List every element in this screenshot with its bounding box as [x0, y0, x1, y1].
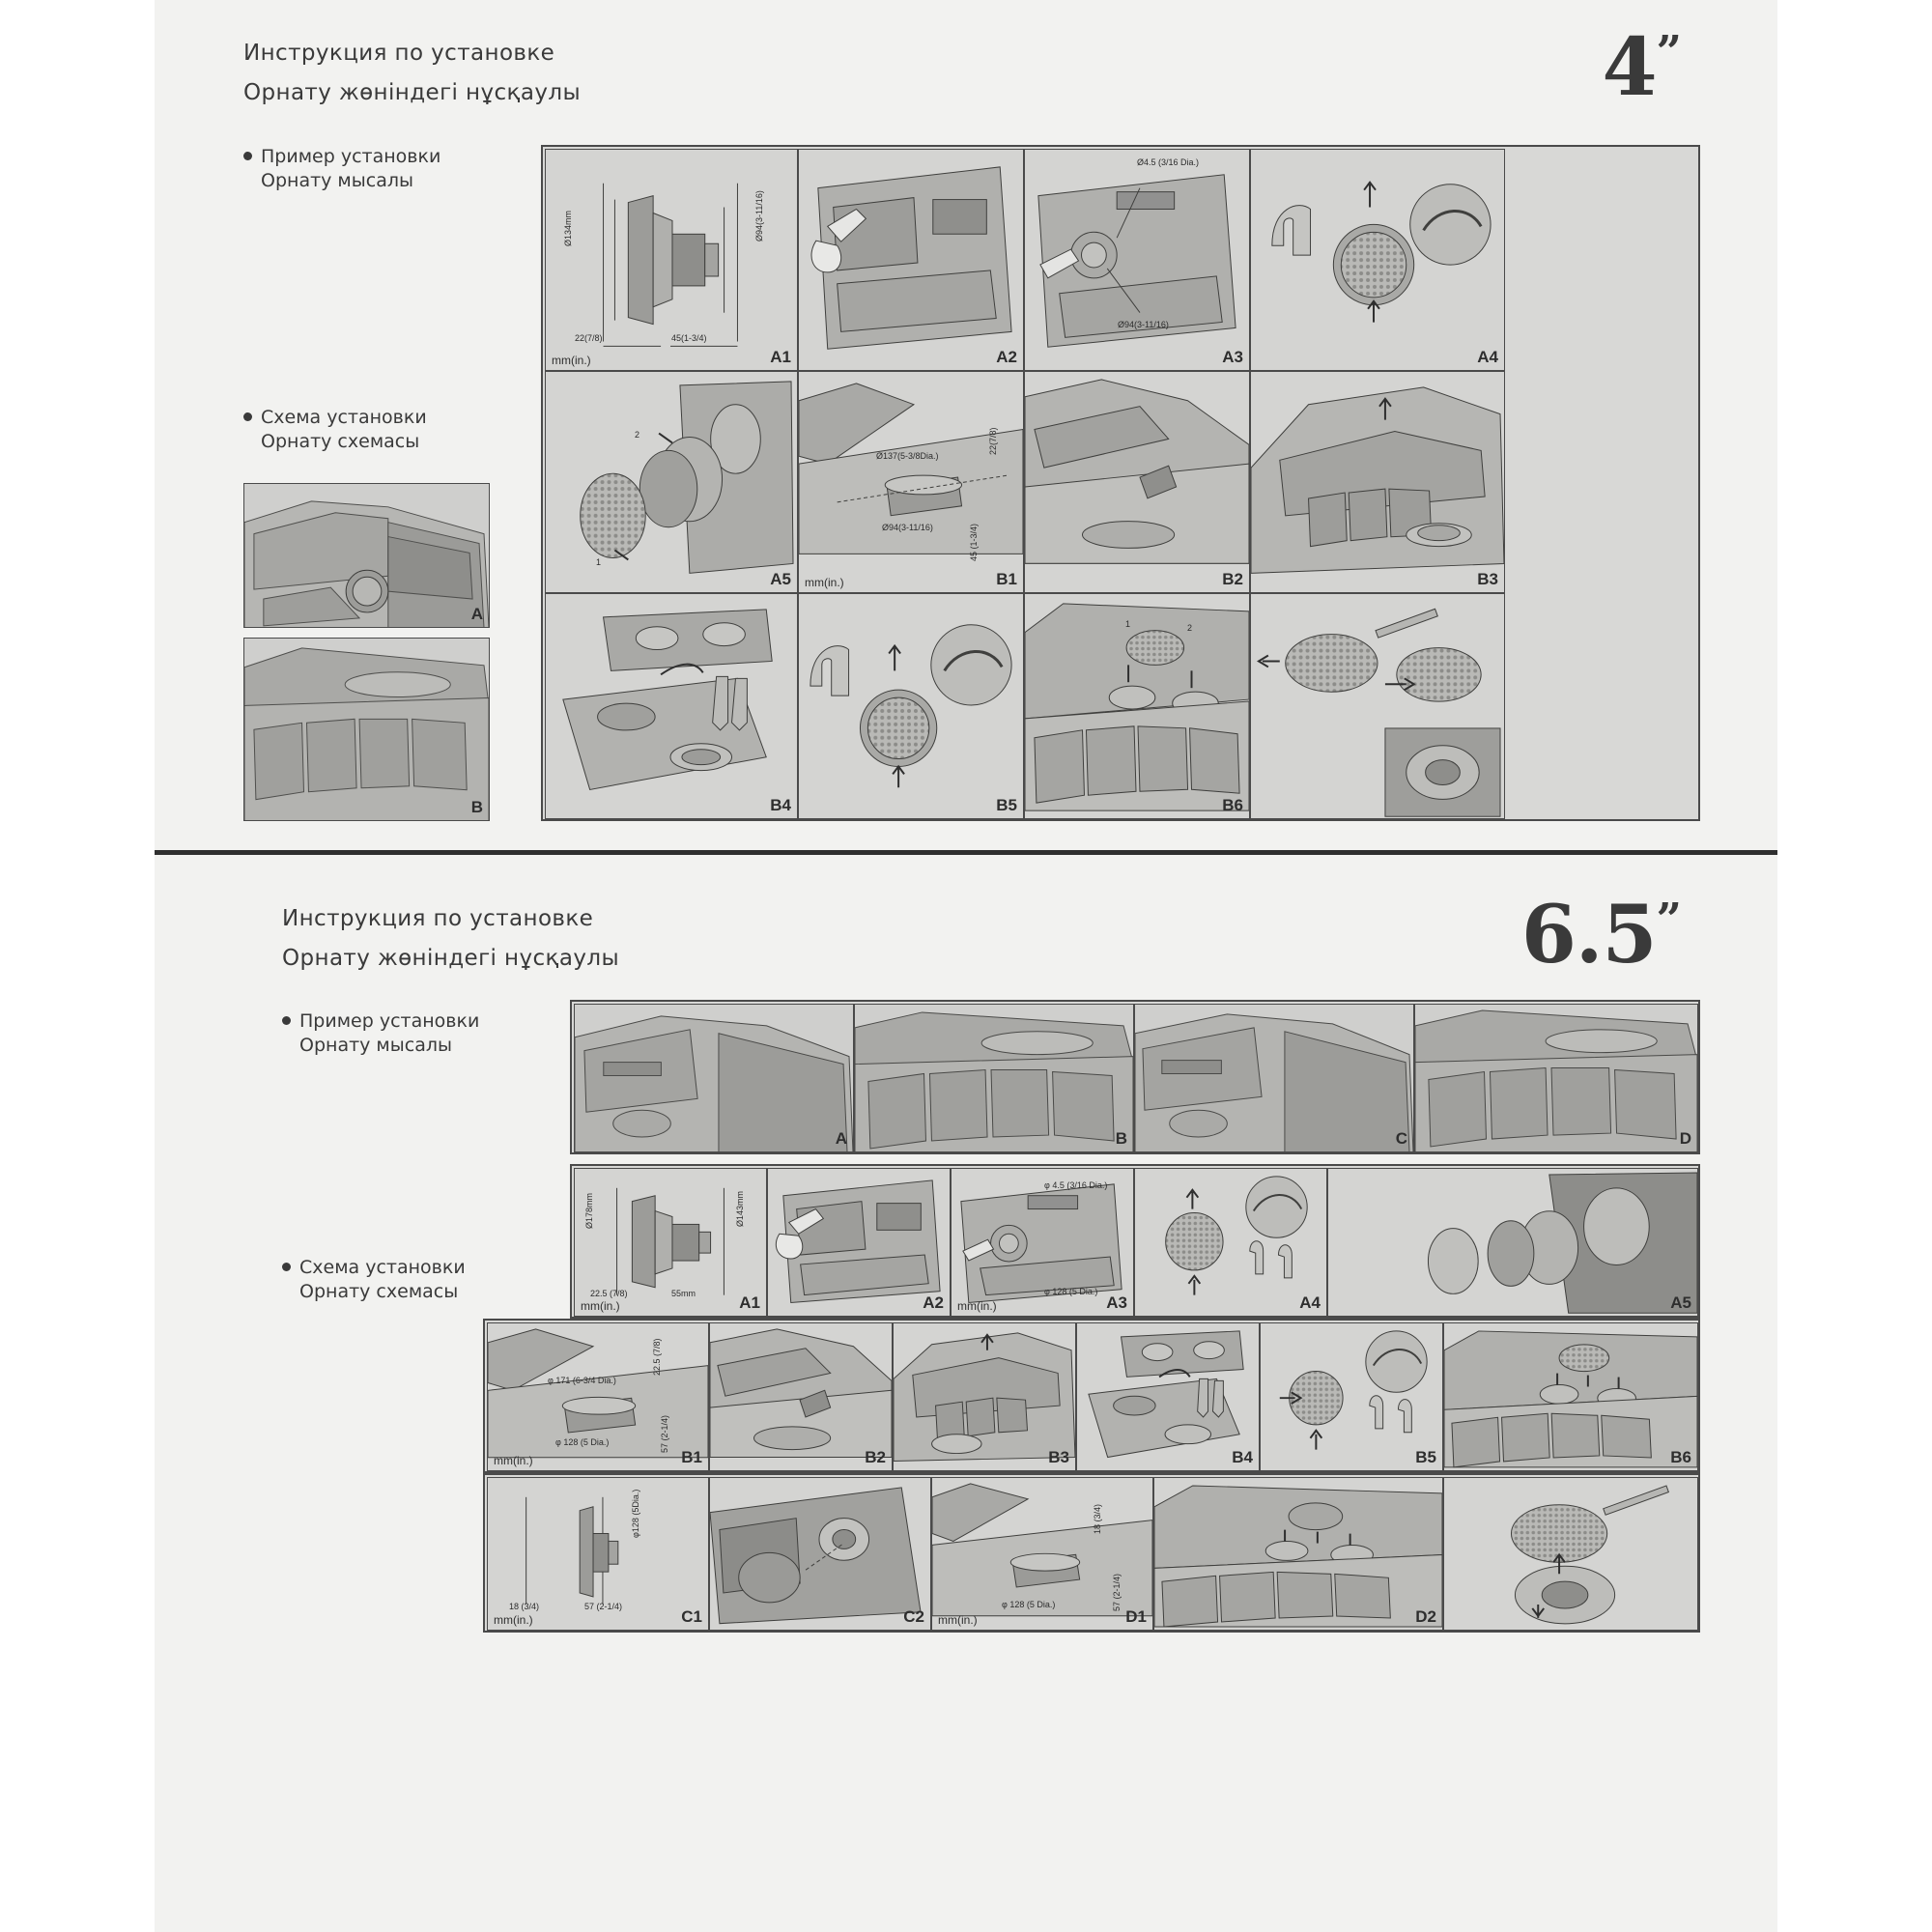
step-panel-a5-65: A5 — [1327, 1168, 1698, 1317]
step-panel-c2-65: C2 — [709, 1477, 931, 1631]
example-panel-b-65: B — [854, 1004, 1134, 1152]
step-panel-b1-65: φ 171 (6-3/4 Dia.) 22.5 (7/8) 57 (2-1/4) φ 128 (5 Dia.) mm(in.) B1 — [487, 1322, 709, 1471]
section-65-title-ru: Инструкция по установке — [282, 906, 594, 931]
step-panel-a2-65: A2 — [767, 1168, 951, 1317]
step-panel-d1-65: φ 128 (5 Dia.) 18 (3/4) 57 (2-1/4) mm(in.) D1 — [931, 1477, 1153, 1631]
step-panel-a4-65: A4 — [1134, 1168, 1327, 1317]
step-panel-b5-65: B5 — [1260, 1322, 1443, 1471]
bullet-dot — [282, 1263, 291, 1271]
step-panel-a3-65: φ 4.5 (3/16 Dia.) φ 128 (5 Dia.) mm(in.) A3 — [951, 1168, 1134, 1317]
step-panel-a1-65: Ø178mm Ø143mm 22.5 (7/8) 55mm mm(in.) A1 — [574, 1168, 767, 1317]
example-panel-d-65: D — [1414, 1004, 1698, 1152]
section-4-title-ru: Инструкция по установке — [243, 41, 555, 66]
step-panel-b1-4: Ø137(5-3/8Dia.) Ø94(3-11/16) 22(7/8) 45 (1-3/4) mm(in.) B1 — [798, 371, 1024, 593]
step-panel-a3-4: Ø4.5 (3/16 Dia.) Ø94(3-11/16) A3 — [1024, 149, 1250, 371]
step-panel-a1-4: Ø134mm Ø94(3-11/16) 22(7/8) 45(1-3/4) mm(in.) A1 — [545, 149, 798, 371]
bullet-example-install-4: Пример установки Орнату мысалы — [243, 145, 562, 193]
step-row-b-65 — [483, 1319, 1700, 1473]
step-panel-b3-4: B3 — [1250, 371, 1505, 593]
section-65-size-label: 6.5” — [1520, 889, 1681, 981]
step-panel-b5-4: B5 — [798, 593, 1024, 819]
step-panel-a2-4: A2 — [798, 149, 1024, 371]
step-grid-4inch — [541, 145, 1700, 821]
bullet-install-diagram-65: Схема установки Орнату схемасы — [282, 1256, 601, 1304]
step-row-a-65 — [570, 1164, 1700, 1319]
bullet-dot — [282, 1016, 291, 1025]
instruction-sheet — [155, 0, 1777, 1932]
example-panel-a-4: A — [243, 483, 490, 628]
bullet-example-install-65: Пример установки Орнату мысалы — [282, 1009, 601, 1058]
example-panel-c-65: C — [1134, 1004, 1414, 1152]
step-panel-b6-4: 1 2 B6 — [1024, 593, 1250, 819]
bullet-dot — [243, 152, 252, 160]
step-panel-b2-4: B2 — [1024, 371, 1250, 593]
step-panel-a5-4: 1 2 A5 — [545, 371, 798, 593]
example-strip-65 — [570, 1000, 1700, 1154]
step-panel-extra-4 — [1250, 593, 1505, 819]
step-panel-b4-65: B4 — [1076, 1322, 1260, 1471]
example-panel-b-4: B — [243, 638, 490, 821]
step-panel-b4-4: B4 — [545, 593, 798, 819]
step-panel-extra-65 — [1443, 1477, 1698, 1631]
bullet-dot — [243, 412, 252, 421]
step-panel-d2-65: D2 — [1153, 1477, 1443, 1631]
example-panel-a-65: A — [574, 1004, 854, 1152]
step-row-cd-65 — [483, 1473, 1700, 1633]
section-divider — [155, 850, 1777, 855]
step-panel-a4-4: A4 — [1250, 149, 1505, 371]
section-65-title-kk: Орнату жөніндегі нұсқаулы — [282, 946, 620, 971]
step-panel-b6-65: B6 — [1443, 1322, 1698, 1471]
step-panel-c1-65: φ128 (5Dia.) 18 (3/4) 57 (2-1/4) mm(in.) C1 — [487, 1477, 709, 1631]
step-panel-b3-65: B3 — [893, 1322, 1076, 1471]
bullet-install-diagram-4: Схема установки Орнату схемасы — [243, 406, 562, 454]
section-4-size-label: 4” — [1602, 21, 1681, 114]
step-panel-b2-65: B2 — [709, 1322, 893, 1471]
section-4-title-kk: Орнату жөніндегі нұсқаулы — [243, 80, 582, 105]
